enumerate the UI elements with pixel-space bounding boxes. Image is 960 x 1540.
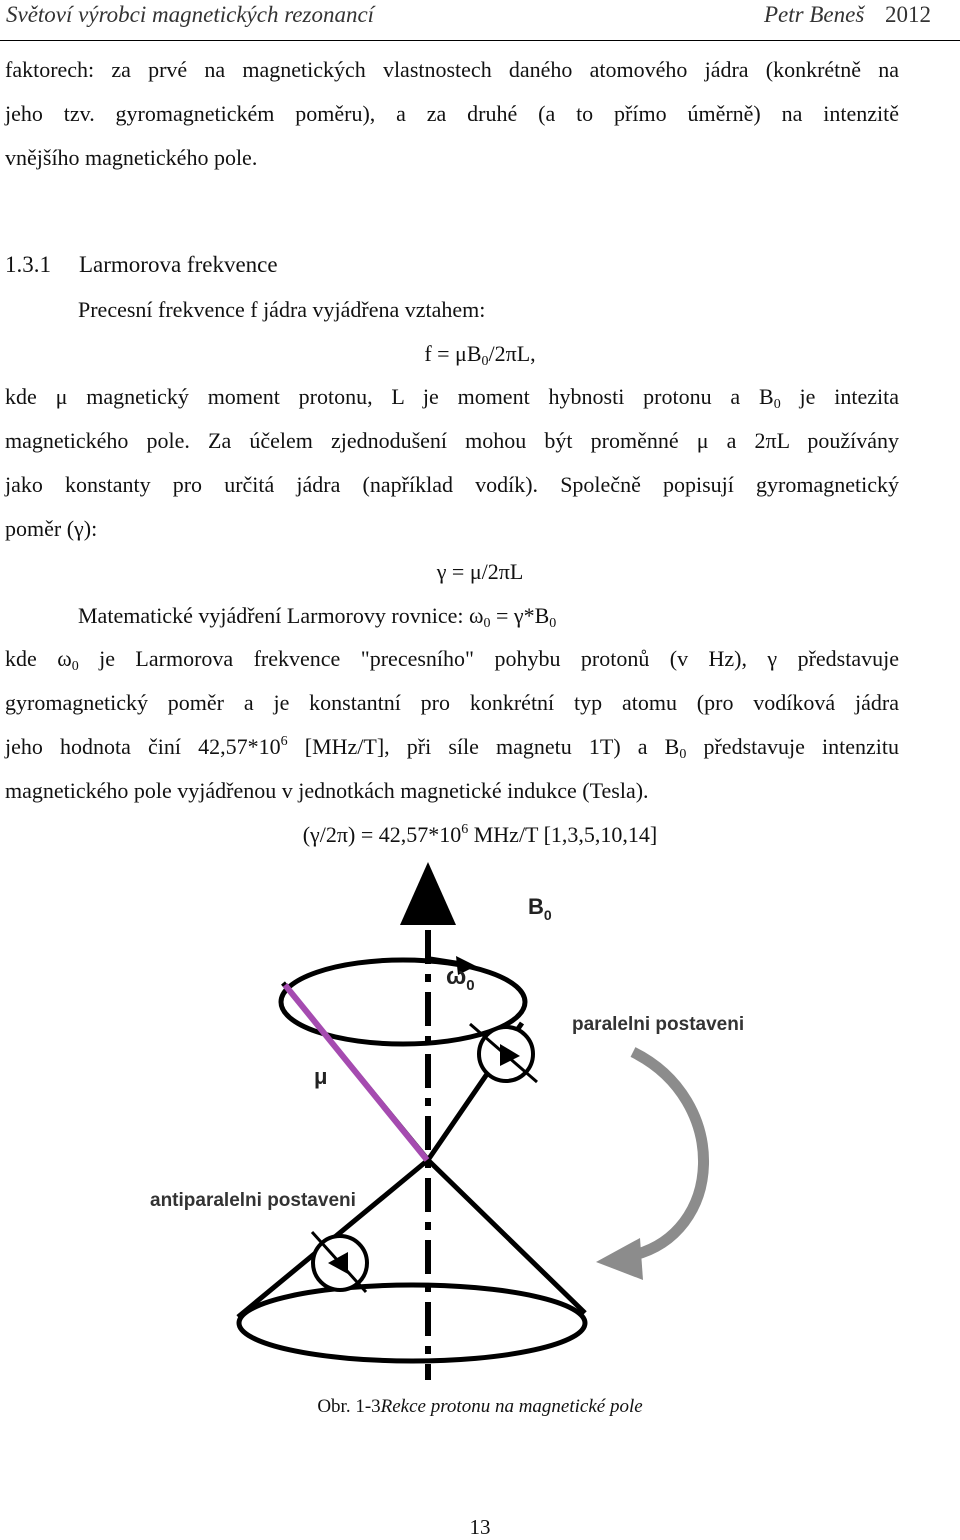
- text-span: MHz/T [1,3,5,10,14]: [468, 822, 658, 847]
- subscript: 0: [679, 747, 687, 762]
- paragraph-line: [5, 732, 899, 762]
- formula-f-sub: 0: [481, 354, 489, 369]
- paragraph-line: faktorech: za prvé na magnetických vlastnostech daného atomového jádra (konkrétně na: [5, 57, 899, 82]
- formula-larmor: [78, 601, 556, 631]
- superscript: 6: [280, 734, 288, 749]
- superscript: 6: [461, 822, 469, 837]
- parallel-label: paralelni postaveni: [572, 1014, 745, 1035]
- text-span: Matematické vyjádření Larmorovy rovnice: ω: [78, 603, 484, 628]
- text-span: představuje intenzitu: [686, 734, 899, 759]
- paragraph-line: magnetického pole vyjádřenou v jednotkách magnetické indukce (Tesla).: [5, 778, 649, 803]
- paragraph-line: magnetického pole. Za účelem zjednodušení mohou být proměnné μ a 2πL používány: [5, 428, 899, 453]
- antiparallel-proton-icon: [312, 1232, 367, 1292]
- intro-text: Precesní frekvence f jádra vyjádřena vztahem:: [78, 297, 486, 322]
- text-span: (γ/2π) = 42,57*10: [302, 822, 462, 847]
- text-span: jeho hodnota činí 42,57*10: [5, 734, 281, 759]
- omega-label: $\omega_0$: [446, 963, 475, 994]
- text-span: kde ω: [5, 646, 72, 671]
- mu-vector: [285, 985, 427, 1160]
- b0-arrowhead: [400, 862, 456, 925]
- text-span: je intezita: [780, 384, 899, 409]
- page-header: [0, 0, 960, 41]
- mu-label: μ: [314, 1064, 328, 1089]
- antiparallel-label: antiparalelni postaveni: [150, 1190, 356, 1211]
- paragraph-line: [5, 382, 899, 412]
- formula-f: [0, 339, 960, 369]
- caption-text: Rekce protonu na magnetické pole: [380, 1396, 643, 1417]
- page-number: 13: [469, 1515, 491, 1539]
- section-heading: [5, 252, 278, 278]
- paragraph-line: jako konstanty pro určitá jádra (například vodík). Společně popisují gyromagnetický: [5, 472, 899, 497]
- text-span: je Larmorova frekvence "precesního" pohybu protonů (v Hz), γ představuje: [78, 646, 899, 671]
- subscript: 0: [549, 616, 557, 631]
- parallel-proton-icon: [470, 1024, 537, 1082]
- formula-f-rhs: /2πL,: [488, 341, 536, 366]
- precession-figure: [0, 850, 960, 1390]
- paragraph-line: gyromagnetický poměr a je konstantní pro konkrétní typ atomu (pro vodíková jádra: [5, 690, 899, 715]
- lower-ellipse: [239, 1285, 585, 1361]
- subscript: 0: [71, 659, 79, 674]
- text-span: = γ*B: [490, 603, 550, 628]
- header-author: Petr Beneš: [764, 2, 865, 27]
- paragraph-line: poměr (γ):: [5, 516, 98, 541]
- formula-gyromagnetic: [0, 820, 960, 850]
- text-span: kde μ magnetický moment protonu, L je moment hybnosti protonu a B: [5, 384, 774, 409]
- b0-label: $B_0$: [528, 894, 552, 923]
- caption-prefix: Obr. 1-3: [317, 1396, 381, 1417]
- header-title: Světoví výrobci magnetických rezonancí: [6, 2, 375, 27]
- subscript: 0: [483, 616, 491, 631]
- formula-f-lhs: f = μB: [424, 341, 482, 366]
- paragraph-line: [5, 644, 899, 674]
- section-number: 1.3.1: [5, 252, 51, 277]
- paragraph-line: jeho tzv. gyromagnetickém poměru), a za druhé (a to přímo úměrně) na intenzitě: [5, 101, 899, 126]
- formula-gamma: γ = μ/2πL: [436, 559, 524, 584]
- text-span: [MHz/T], při síle magnetu 1T) a B: [287, 734, 680, 759]
- transition-arrow: [630, 1052, 704, 1256]
- section-title: Larmorova frekvence: [79, 252, 278, 277]
- paragraph-line: vnějšího magnetického pole.: [5, 145, 258, 170]
- header-year: 2012: [885, 2, 931, 27]
- figure-caption: [0, 1396, 960, 1418]
- subscript: 0: [773, 397, 781, 412]
